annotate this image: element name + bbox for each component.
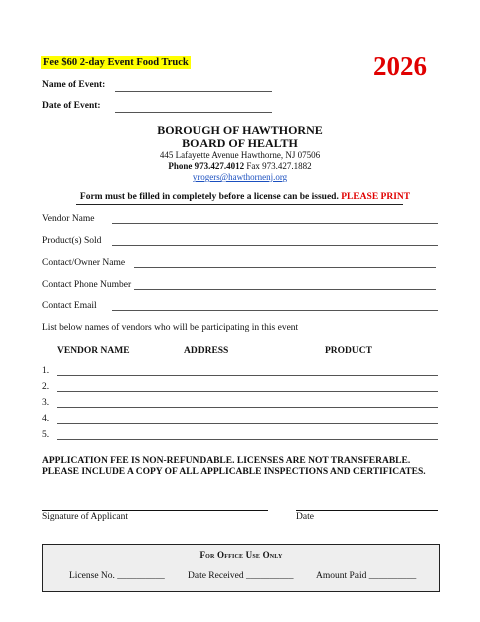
please-print: PLEASE PRINT [341, 192, 411, 202]
date-received-field[interactable]: Date Received __________ [188, 571, 294, 581]
name-of-event-label: Name of Event: [42, 80, 106, 90]
instruction-text [5, 192, 480, 202]
col-address: ADDRESS [184, 346, 229, 356]
instruction-underline [76, 204, 403, 205]
phone-number: Phone 973.427.4012 [168, 161, 245, 171]
vendor-row-field[interactable] [57, 391, 438, 392]
office-use-title: For Office Use Only [199, 550, 283, 560]
org-name: BOROUGH OF HAWTHORNE [157, 123, 323, 137]
vendor-name-field[interactable] [112, 223, 438, 224]
vendor-row-field[interactable] [57, 439, 438, 440]
date-of-event-label: Date of Event: [42, 101, 101, 111]
contact-email-field[interactable] [112, 310, 438, 311]
instruction-main: Form must be filled in completely before a license can be issued. [79, 192, 339, 202]
row-number: 4. [42, 414, 50, 424]
notice-line-1: APPLICATION FEE IS NON-REFUNDABLE. LICENSES ARE NOT TRANSFERABLE. [42, 456, 411, 466]
vendor-row-field[interactable] [57, 407, 438, 408]
year-title: 2026 [373, 51, 427, 81]
vendor-row-field[interactable] [57, 423, 438, 424]
row-number: 3. [42, 398, 50, 408]
col-product: PRODUCT [325, 346, 372, 356]
contact-owner-field[interactable] [134, 267, 436, 268]
signature-line[interactable] [42, 510, 268, 511]
office-use-box [42, 544, 440, 592]
fax-number: Fax 973.427.1882 [244, 161, 312, 171]
amount-paid-field[interactable]: Amount Paid __________ [316, 571, 417, 581]
row-number: 1. [42, 366, 50, 376]
contact-owner-label: Contact/Owner Name [42, 258, 126, 268]
row-number: 2. [42, 382, 50, 392]
row-number: 5. [42, 430, 50, 440]
notice-line-2: PLEASE INCLUDE A COPY OF ALL APPLICABLE INSPECTIONS AND CERTIFICATES. [42, 467, 426, 477]
date-label: Date [296, 512, 314, 522]
date-line[interactable] [296, 510, 438, 511]
fee-banner: Fee $60 2-day Event Food Truck [43, 57, 189, 68]
products-sold-field[interactable] [112, 245, 438, 246]
vendor-name-label: Vendor Name [42, 214, 95, 224]
contact-phone-label: Contact Phone Number [42, 280, 132, 290]
name-of-event-field[interactable] [115, 91, 272, 92]
email-link[interactable]: yrogers@hawthornenj.org [192, 172, 288, 182]
org-address: 445 Lafayette Avenue Hawthorne, NJ 07506 [159, 150, 321, 160]
signature-label: Signature of Applicant [42, 512, 129, 522]
contact-phone-field[interactable] [134, 289, 436, 290]
org-phone-fax [0, 161, 480, 171]
date-of-event-field[interactable] [115, 112, 272, 113]
col-vendor-name: VENDOR NAME [57, 346, 130, 356]
vendor-row-field[interactable] [57, 375, 438, 376]
vendor-list-prompt: List below names of vendors who will be participating in this event [42, 323, 299, 333]
org-email-row [0, 172, 480, 182]
contact-email-label: Contact Email [42, 301, 97, 311]
org-department: BOARD OF HEALTH [182, 136, 298, 150]
products-sold-label: Product(s) Sold [42, 236, 102, 246]
license-number-field[interactable]: License No. __________ [69, 571, 165, 581]
